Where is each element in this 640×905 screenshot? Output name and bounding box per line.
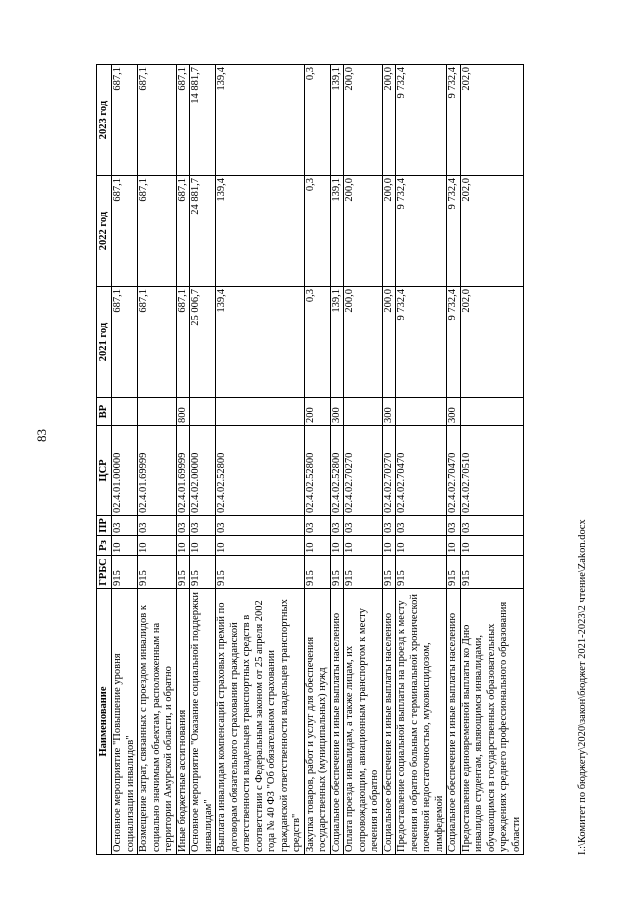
cell-name: Предоставление единовременной выплаты ко Дню инвалидов студентам, являющимся инвалидами, обучающимся в государственных образовательных учреждениях среднего профессионального образования области — [460, 589, 524, 855]
table-row — [330, 65, 344, 855]
cell-csr: 02.4.02.70510 — [460, 426, 524, 516]
cell-2023: 200,0 — [344, 65, 383, 176]
cell-vr: 300 — [382, 398, 396, 426]
col-header-csr: ЦСР — [97, 426, 112, 516]
page-number: 83 — [34, 429, 49, 442]
cell-rz: 10 — [396, 536, 447, 556]
cell-2022: 9 732,4 — [396, 176, 447, 287]
cell-csr: 02.4.02.52800 — [304, 426, 330, 516]
cell-rz: 10 — [447, 536, 461, 556]
cell-rz: 10 — [382, 536, 396, 556]
cell-csr: 02.4.02.70270 — [344, 426, 383, 516]
table-header-row — [97, 65, 112, 855]
col-header-2023: 2023 год — [97, 65, 112, 176]
cell-name: Возмещение затрат, связанных с проездом инвалидов к социально значимым объектам, расположенным на территории Амурской области, и обратно — [138, 589, 177, 855]
cell-vr: 800 — [176, 398, 190, 426]
table-row — [344, 65, 383, 855]
table-row — [190, 65, 216, 855]
cell-name: Закупка товаров, работ и услуг для обеспечения государственных (муниципальных) нужд — [304, 589, 330, 855]
cell-vr — [216, 398, 305, 426]
cell-2022: 202,0 — [460, 176, 524, 287]
cell-2021: 687,1 — [112, 287, 138, 398]
cell-vr — [190, 398, 216, 426]
rotated-page-content — [96, 65, 588, 855]
cell-2021: 200,0 — [344, 287, 383, 398]
cell-rz: 10 — [138, 536, 177, 556]
cell-name: Выплата инвалидам компенсаций страховых премий по договорам обязательного страхования гражданской ответственности владельцев транспортных средств в соответствии с Федеральным законом от 25 апреля 2002 года № 40 ФЗ "Об обязательном страховании гражданской ответственности владельцев транспортных средств" — [216, 589, 305, 855]
cell-vr — [460, 398, 524, 426]
cell-2022: 200,0 — [344, 176, 383, 287]
cell-2023: 0,3 — [304, 65, 330, 176]
cell-2023: 687,1 — [138, 65, 177, 176]
cell-pr: 03 — [138, 516, 177, 536]
cell-2021: 0,3 — [304, 287, 330, 398]
cell-vr — [396, 398, 447, 426]
cell-csr: 02.4.01.00000 — [112, 426, 138, 516]
cell-2022: 200,0 — [382, 176, 396, 287]
cell-name: Иные бюджетные ассигнования — [176, 589, 190, 855]
cell-csr: 02.4.02.52800 — [216, 426, 305, 516]
cell-pr: 03 — [344, 516, 383, 536]
table-row — [138, 65, 177, 855]
cell-vr: 300 — [330, 398, 344, 426]
cell-pr: 03 — [112, 516, 138, 536]
table-row — [460, 65, 524, 855]
cell-rz: 10 — [344, 536, 383, 556]
cell-pr: 03 — [304, 516, 330, 536]
cell-pr: 03 — [176, 516, 190, 536]
budget-table — [96, 64, 524, 855]
table-row — [216, 65, 305, 855]
cell-grbs: 915 — [176, 556, 190, 589]
cell-grbs: 915 — [330, 556, 344, 589]
cell-grbs: 915 — [138, 556, 177, 589]
cell-rz: 10 — [304, 536, 330, 556]
cell-2023: 200,0 — [382, 65, 396, 176]
cell-2022: 139,1 — [330, 176, 344, 287]
cell-rz: 10 — [216, 536, 305, 556]
cell-2022: 687,1 — [138, 176, 177, 287]
table-row — [382, 65, 396, 855]
cell-vr: 200 — [304, 398, 330, 426]
cell-csr: 02.4.02.70270 — [382, 426, 396, 516]
cell-rz: 10 — [176, 536, 190, 556]
table-row — [112, 65, 138, 855]
cell-csr: 02.4.02.52800 — [330, 426, 344, 516]
cell-2021: 687,1 — [176, 287, 190, 398]
cell-csr: 02.4.01.69999 — [176, 426, 190, 516]
cell-2023: 202,0 — [460, 65, 524, 176]
cell-grbs: 915 — [344, 556, 383, 589]
cell-2021: 202,0 — [460, 287, 524, 398]
cell-2023: 687,1 — [176, 65, 190, 176]
cell-rz: 10 — [460, 536, 524, 556]
cell-2021: 9 732,4 — [396, 287, 447, 398]
cell-2021: 687,1 — [138, 287, 177, 398]
cell-2022: 687,1 — [176, 176, 190, 287]
cell-vr — [344, 398, 383, 426]
cell-pr: 03 — [330, 516, 344, 536]
cell-2023: 9 732,4 — [447, 65, 461, 176]
cell-2022: 687,1 — [112, 176, 138, 287]
cell-pr: 03 — [460, 516, 524, 536]
cell-pr: 03 — [396, 516, 447, 536]
cell-name: Социальное обеспечение и иные выплаты населению — [330, 589, 344, 855]
cell-2022: 139,4 — [216, 176, 305, 287]
col-header-grbs: ГРБС — [97, 556, 112, 589]
cell-2023: 139,4 — [216, 65, 305, 176]
col-header-pr: ПР — [97, 516, 112, 536]
col-header-2022: 2022 год — [97, 176, 112, 287]
cell-rz: 10 — [330, 536, 344, 556]
table-row — [447, 65, 461, 855]
cell-pr: 03 — [190, 516, 216, 536]
cell-vr: 300 — [447, 398, 461, 426]
cell-2022: 9 732,4 — [447, 176, 461, 287]
cell-grbs: 915 — [190, 556, 216, 589]
table-row — [176, 65, 190, 855]
cell-csr: 02.4.02.70470 — [447, 426, 461, 516]
cell-grbs: 915 — [304, 556, 330, 589]
cell-2023: 139,1 — [330, 65, 344, 176]
cell-name: Социальное обеспечение и иные выплаты населению — [447, 589, 461, 855]
cell-vr — [138, 398, 177, 426]
cell-rz: 10 — [190, 536, 216, 556]
col-header-rz: Рз — [97, 536, 112, 556]
cell-name: Основное мероприятие "Повышение уровня социализации инвалидов" — [112, 589, 138, 855]
cell-grbs: 915 — [396, 556, 447, 589]
cell-2021: 139,4 — [216, 287, 305, 398]
cell-2022: 0,3 — [304, 176, 330, 287]
cell-csr: 02.4.01.69999 — [138, 426, 177, 516]
cell-name: Социальное обеспечение и иные выплаты населению — [382, 589, 396, 855]
cell-2023: 687,1 — [112, 65, 138, 176]
cell-name: Оплата проезда инвалидам, а также лицам, их сопровождающим, авиационным транспортом к месту лечения и обратно — [344, 589, 383, 855]
cell-grbs: 915 — [382, 556, 396, 589]
cell-grbs: 915 — [460, 556, 524, 589]
table-row — [396, 65, 447, 855]
cell-name: Предоставление социальной выплаты на проезд к месту лечения и обратно больным с терминальной хронической почечной недостаточностью, муковисцидозом, лимфедемой — [396, 589, 447, 855]
cell-name: Основное мероприятие "Оказание социальной поддержки инвалидам" — [190, 589, 216, 855]
cell-rz: 10 — [112, 536, 138, 556]
cell-pr: 03 — [447, 516, 461, 536]
col-header-vr: ВР — [97, 398, 112, 426]
col-header-name: Наименование — [97, 589, 112, 855]
col-header-2021: 2021 год — [97, 287, 112, 398]
cell-2023: 14 881,7 — [190, 65, 216, 176]
cell-2021: 25 006,7 — [190, 287, 216, 398]
cell-csr: 02.4.02.70470 — [396, 426, 447, 516]
table-body — [112, 65, 524, 855]
cell-2023: 9 732,4 — [396, 65, 447, 176]
cell-pr: 03 — [216, 516, 305, 536]
cell-csr: 02.4.02.00000 — [190, 426, 216, 516]
cell-grbs: 915 — [216, 556, 305, 589]
cell-grbs: 915 — [447, 556, 461, 589]
table-row — [304, 65, 330, 855]
cell-vr — [112, 398, 138, 426]
cell-2021: 9 732,4 — [447, 287, 461, 398]
cell-2021: 200,0 — [382, 287, 396, 398]
cell-pr: 03 — [382, 516, 396, 536]
footer-file-path: I.:\Комитет по бюджету\2020\закон\бюджет 2021-2023\2 чтение\Zakon.docx — [577, 519, 588, 855]
cell-2022: 24 881,7 — [190, 176, 216, 287]
cell-grbs: 915 — [112, 556, 138, 589]
cell-2021: 139,1 — [330, 287, 344, 398]
